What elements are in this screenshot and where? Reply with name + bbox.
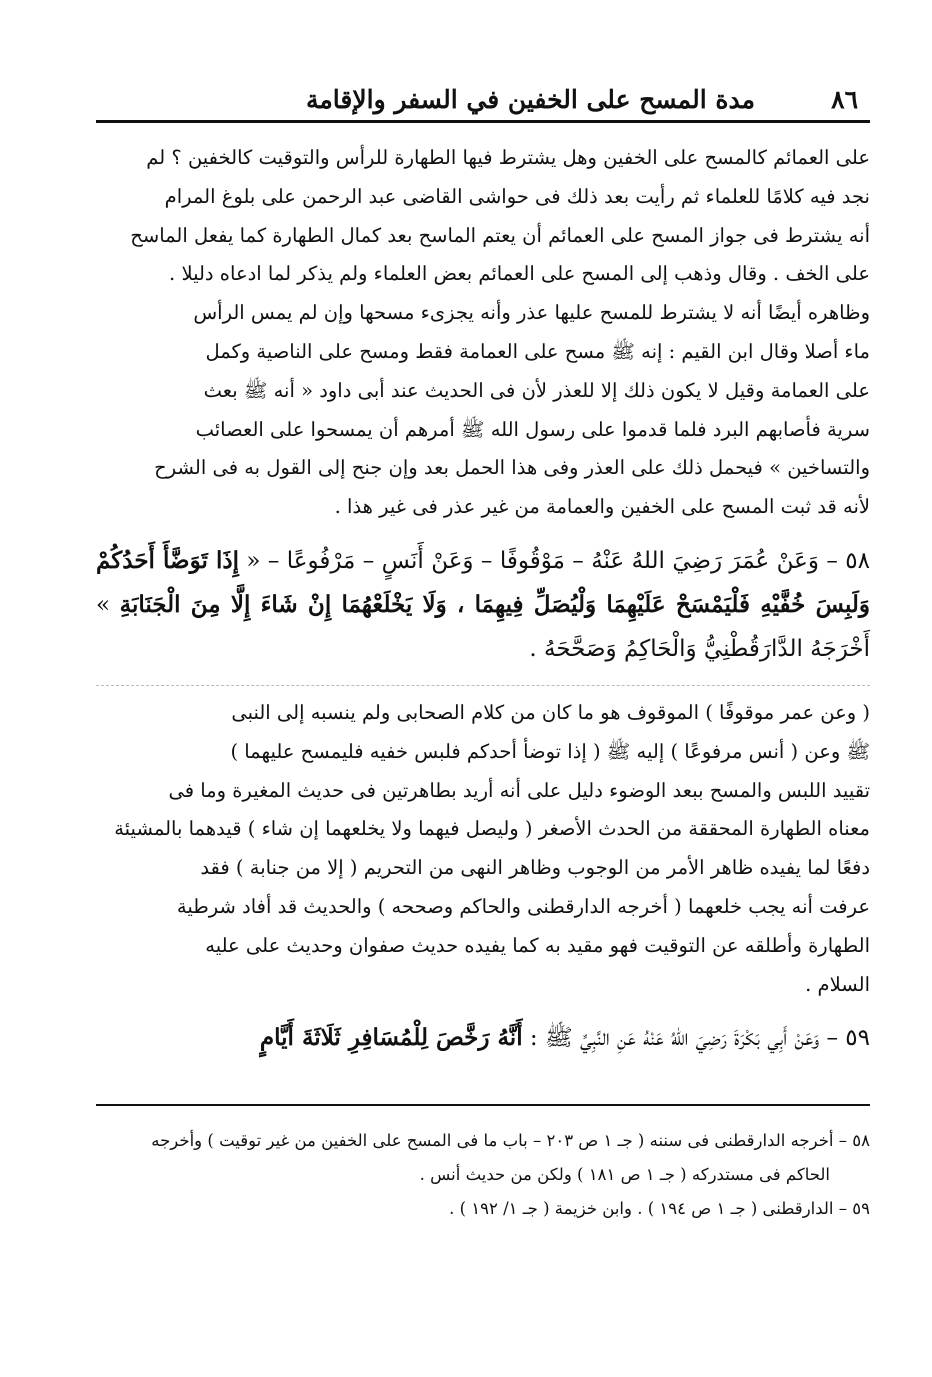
hadith-58-outro: » أَخْرَجَهُ الدَّارَقُطْنِيُّ وَالْحَاكِمُ وَصَحَّحَهُ .	[96, 591, 870, 662]
header-rule	[96, 120, 870, 123]
text-line: دفعًا لما يفيده ظاهر الأمر من الوجوب وظاهر النهى من التحريم ( إلا من جنابة ) فقد	[200, 856, 870, 880]
text-line: ﷺ وعن ( أنس مرفوعًا ) إليه ﷺ ( إذا توضأ أحدكم فلبس خفيه فليمسح عليهما )	[230, 739, 870, 763]
text-line: معناه الطهارة المحققة من الحدث الأصغر ( وليصل فيهما ولا يخلعهما إن شاء ) قيدهما بالمشيئة	[114, 817, 870, 841]
footnotes	[96, 1124, 870, 1226]
hadith-58-intro: ٥٨ – وَعَنْ عُمَرَ رَضِيَ اللهُ عَنْهُ – مَوْقُوفًا – وَعَنْ أَنَسٍ – مَرْفُوعًا – «	[246, 547, 871, 574]
text-line: السلام .	[805, 972, 870, 996]
text-line: عرفت أنه يجب خلعهما ( أخرجه الدارقطنى والحاكم وصححه ) والحديث قد أفاد شرطية	[176, 894, 870, 918]
footnote-59: ٥٩ – الدارقطنى ( جـ ١ ص ١٩٤ ) . وابن خزيمة ( جـ ١/ ١٩٢ ) .	[449, 1199, 870, 1219]
text-line: لأنه قد ثبت المسح على الخفين والعمامة من غير عذر فى غير هذا .	[334, 495, 870, 519]
footnote-58-continuation: الحاكم فى مستدركه ( جـ ١ ص ١٨١ ) ولكن من حديث أنس .	[419, 1165, 830, 1185]
commentary-paragraph-2	[96, 694, 870, 1004]
chapter-title: مدة المسح على الخفين في السفر والإقامة	[306, 85, 755, 114]
text-line: ( وعن عمر موقوفًا ) الموقوف هو ما كان من كلام الصحابى ولم ينسبه إلى النبى	[231, 700, 870, 724]
commentary-paragraph-1	[96, 139, 870, 527]
hadith-59-intro: ٥٩ – وَعَنْ أَبِي بَكْرَةَ رَضِيَ اللهُ عَنْهُ عَنِ النَّبِيِّ ﷺ :	[529, 1025, 870, 1052]
hadith-59-text: أَنَّهُ رَخَّصَ لِلْمُسَافِرِ ثَلَاثَةَ أَيَّامٍ	[259, 1024, 523, 1052]
footnote-rule	[96, 1104, 870, 1106]
text-line: ماء أصلا وقال ابن القيم : إنه ﷺ مسح على العمامة فقط ومسح على الناصية وكمل	[205, 339, 870, 363]
page-number: ٨٦	[831, 85, 858, 114]
text-line: الطهارة وأطلقه عن التوقيت فهو مقيد به كما يفيده حديث صفوان وحديث على عليه	[205, 933, 870, 957]
text-line: على الخف . وقال وذهب إلى المسح على العمائم بعض العلماء ولم يذكر لما ادعاه دليلا .	[169, 262, 870, 286]
text-line: سرية فأصابهم البرد فلما قدموا على رسول الله ﷺ أمرهم أن يمسحوا على العصائب	[195, 417, 870, 441]
text-line: أنه يشترط فى جواز المسح على العمائم أن يعتم الماسح بعد كمال الطهارة كما يفعل الماسح	[130, 223, 870, 247]
text-line: وظاهره أيضًا أنه لا يشترط للمسح عليها عذر وأنه يجزىء مسحها وإن لم يمس الرأس	[193, 301, 870, 325]
hadith-58-text: إِذَا تَوَضَّأَ أَحَدُكُمْ وَلَبِسَ خُفَّيْهِ فَلْيَمْسَحْ عَلَيْهِمَا وَلْيُصَلِّ فِيهِمَا ، وَلَا يَخْلَعْهُمَا إِنْ شَاءَ إِلَّا مِنَ الْجَنَابَةِ	[96, 546, 870, 618]
text-line: على العمائم كالمسح على الخفين وهل يشترط فيها الطهارة للرأس والتوقيت كالخفين ؟ لم	[146, 146, 870, 169]
hadith-59	[96, 1016, 870, 1060]
section-divider	[96, 685, 870, 686]
text-line: والتساخين » فيحمل ذلك على العذر وفى هذا الحمل بعد وإن جنح إلى القول به فى الشرح	[154, 456, 870, 480]
text-line: نجد فيه كلامًا للعلماء ثم رأيت بعد ذلك فى حواشى القاضى عبد الرحمن على بلوغ المرام	[164, 184, 870, 208]
text-line: تقييد اللبس والمسح ببعد الوضوء دليل على أنه أريد بطاهرتين فى حديث المغيرة وما فى	[168, 778, 870, 802]
hadith-58	[96, 539, 870, 671]
page-header	[96, 70, 870, 114]
text-line: على العمامة وقيل لا يكون ذلك إلا للعذر لأن فى الحديث عند أبى داود « أنه ﷺ بعث	[203, 378, 870, 402]
footnote-58: ٥٨ – أخرجه الدارقطنى فى سننه ( جـ ١ ص ٢٠٣ – باب ما فى المسح على الخفين من غير توقيت ) وأخرجه	[151, 1131, 870, 1151]
